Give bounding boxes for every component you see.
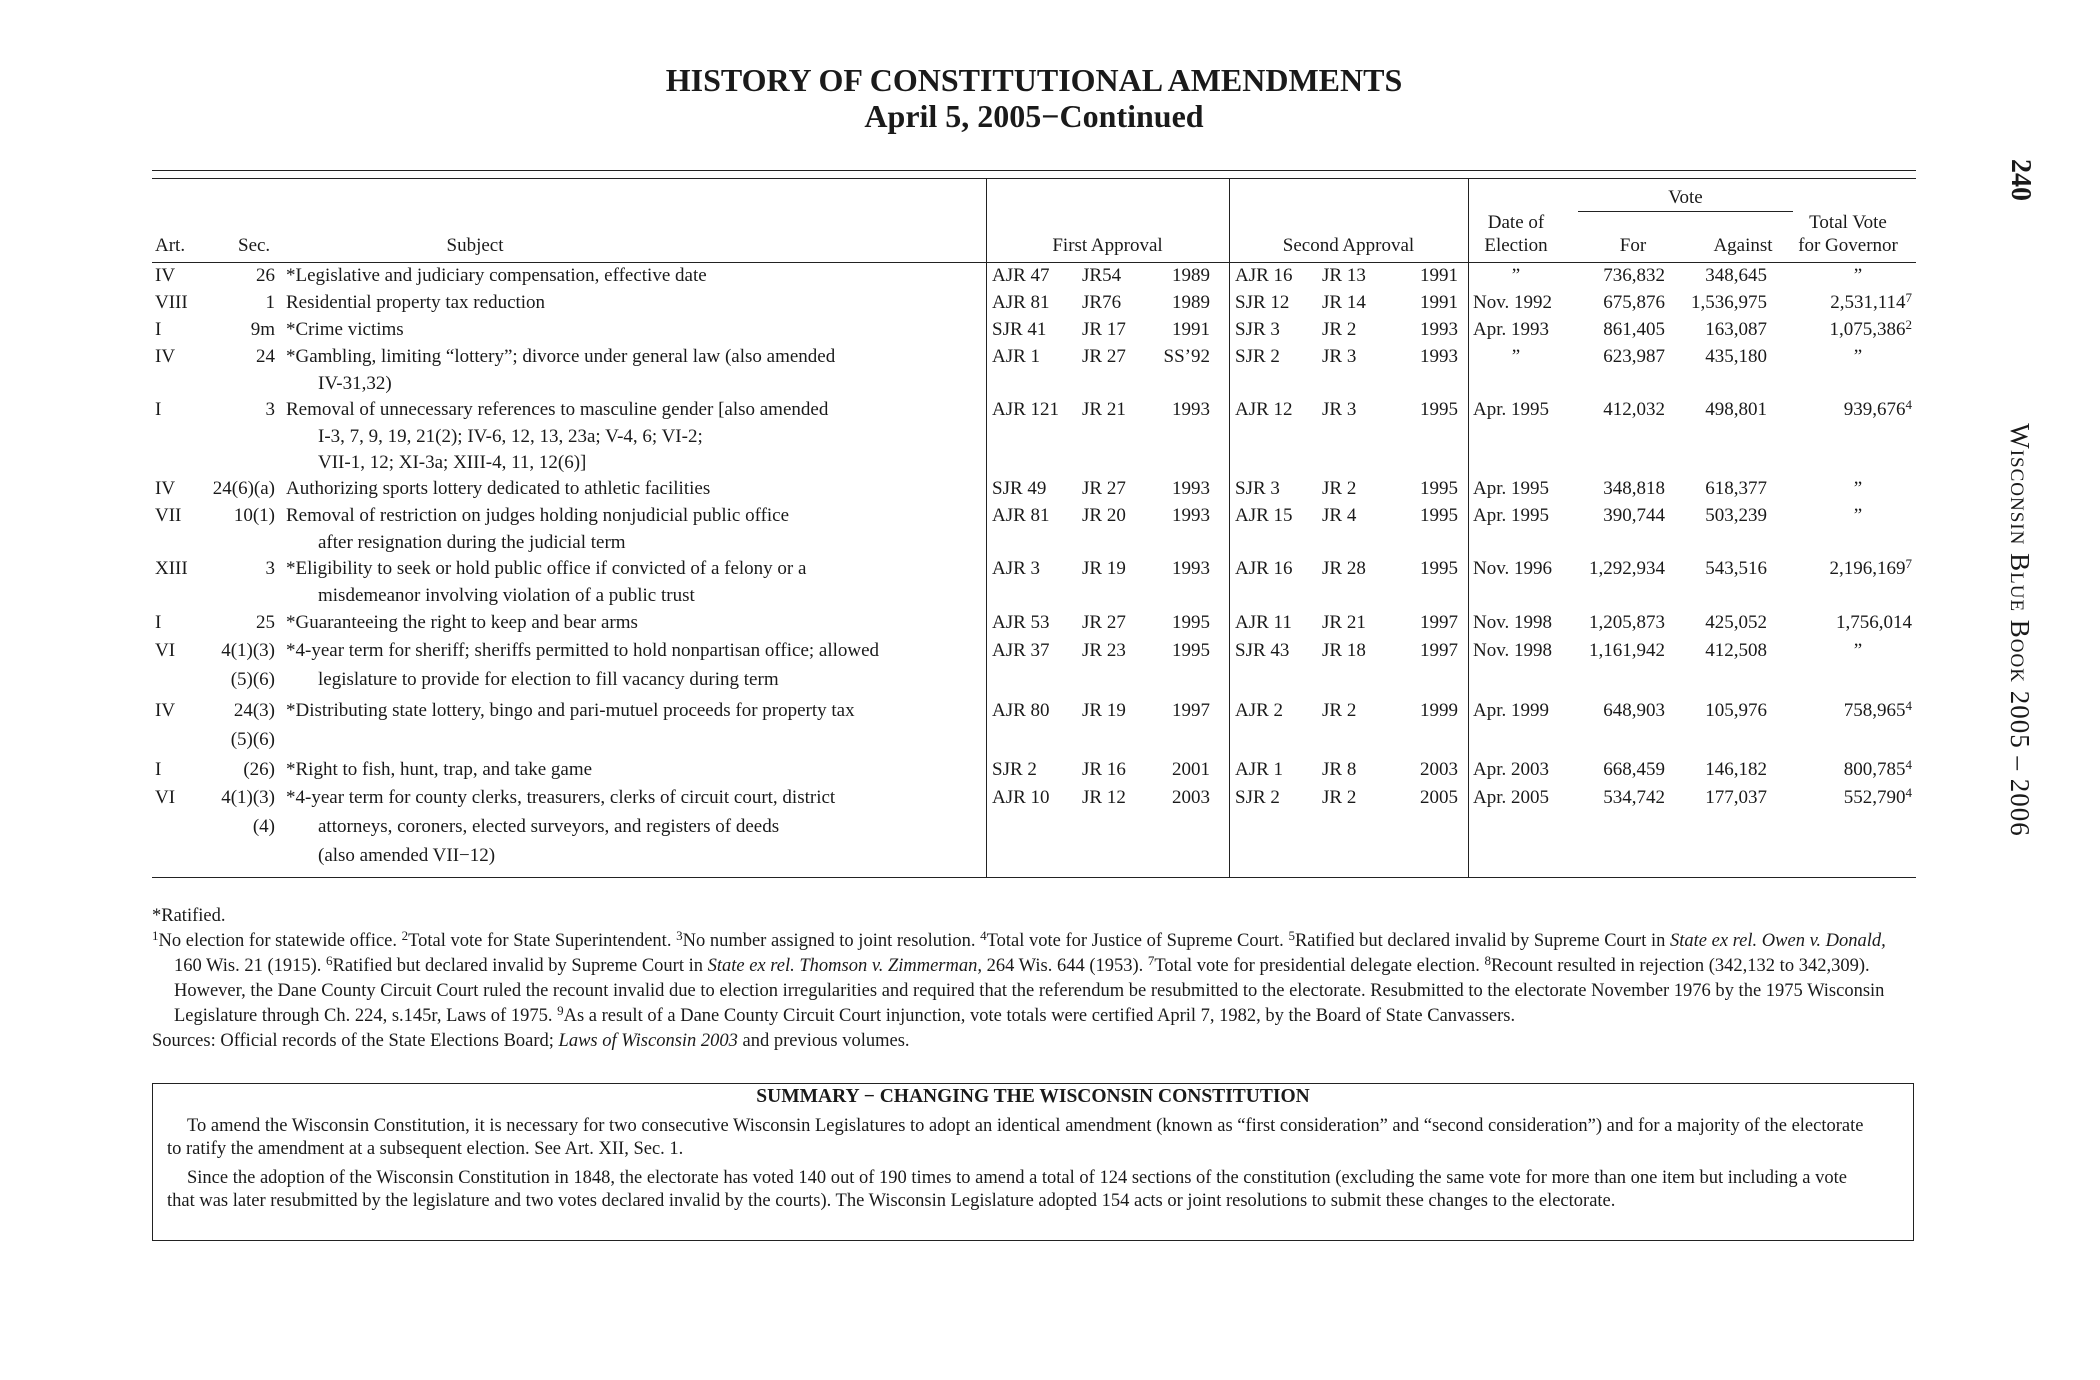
footnote-number: 3 [676, 928, 683, 943]
cell-subject: (also amended VII−12) [318, 845, 496, 867]
cell-fa-number: SJR 49 [992, 478, 1047, 499]
cell-subject: *Crime victims [286, 319, 404, 340]
cell-fa-year: 1993 [1172, 478, 1210, 499]
header-for: For [1619, 235, 1647, 256]
cell-fa-jr: JR 17 [1082, 319, 1126, 340]
title-line: HISTORY OF CONSTITUTIONAL AMENDMENTS [665, 62, 1403, 98]
cell-against: 163,087 [1705, 319, 1767, 340]
cell-for: 668,459 [1603, 759, 1665, 780]
page-number: 240 [2005, 159, 2036, 201]
cell-sec: 26 [256, 265, 275, 286]
cell-subject: *Right to fish, hunt, trap, and take game [286, 759, 593, 780]
footnote-text: Total vote for presidential delegate election. [1154, 956, 1485, 976]
header-date-of: Date of [1487, 212, 1545, 233]
cell-sa-jr: JR 4 [1322, 505, 1357, 526]
cell-fa-jr: JR 12 [1082, 787, 1126, 808]
vote-group-rule [1578, 211, 1793, 212]
cell-sa-year: 1995 [1420, 558, 1458, 579]
footnote-case-name: State ex rel. Owen v. Donald, [1670, 931, 1886, 951]
cell-subject: attorneys, coroners, elected surveyors, and registers of deeds [318, 816, 780, 838]
cell-fa-number: AJR 80 [992, 700, 1050, 721]
cell-fa-jr: JR76 [1082, 292, 1122, 313]
cell-sa-number: SJR 43 [1235, 640, 1290, 661]
cell-sec: (5)(6) [230, 729, 275, 751]
cell-against: 146,182 [1705, 759, 1767, 780]
cell-subject: Authorizing sports lottery dedicated to athletic facilities [286, 478, 711, 499]
cell-subject: *Guaranteeing the right to keep and bear arms [286, 612, 638, 633]
cell-subject: Removal of unnecessary references to masculine gender [also amended [286, 399, 829, 420]
cell-sec: 10(1) [233, 505, 275, 526]
cell-sec: (5)(6) [230, 669, 275, 691]
cell-art: IV [155, 346, 176, 367]
table-top-rule-2 [152, 178, 1916, 179]
cell-total-vote: ” [1853, 505, 1863, 526]
cell-for: 348,818 [1603, 478, 1665, 499]
cell-sec: 9m [250, 319, 275, 340]
table-top-rule [152, 170, 1916, 171]
cell-subject: Removal of restriction on judges holding nonjudicial public office [286, 505, 790, 526]
cell-art: VIII [155, 292, 188, 313]
footnote-text: Recount resulted in rejection (342,132 to 342,309). However, the Dane County Circuit Court ruled the recount invalid due to election irregularities and required that the referendum be resubmitted to the electorate. Resubmitted to the electorate November 1976 by the 1975 Wisconsin Legislature through Ch. 224, s.145r, Laws of 1975. [174, 956, 1885, 1026]
cell-total-vote: ” [1853, 640, 1863, 661]
footnote-text: As a result of a Dane County Circuit Court injunction, vote totals were certified April 7, 1982, by the Board of State Canvassers. [563, 1006, 1516, 1026]
cell-total-vote: ” [1853, 265, 1863, 286]
cell-date: Apr. 1995 [1473, 399, 1549, 420]
header-for-governor: for Governor [1798, 235, 1898, 256]
cell-fa-jr: JR 19 [1082, 558, 1126, 579]
cell-sa-jr: JR 21 [1322, 612, 1366, 633]
header-art: Art. [155, 235, 186, 256]
cell-sa-year: 1995 [1420, 399, 1458, 420]
cell-for: 1,292,934 [1589, 558, 1665, 579]
cell-against: 543,516 [1705, 558, 1767, 579]
cell-for: 390,744 [1603, 505, 1665, 526]
cell-against: 412,508 [1705, 640, 1767, 661]
cell-for: 1,205,873 [1589, 612, 1665, 633]
cell-sa-number: AJR 12 [1235, 399, 1293, 420]
cell-sa-jr: JR 14 [1322, 292, 1366, 313]
cell-sa-year: 1991 [1420, 265, 1458, 286]
cell-total-vote: ” [1853, 478, 1863, 499]
cell-subject: IV-31,32) [318, 372, 392, 394]
cell-sec: 24(6)(a) [212, 478, 275, 499]
cell-fa-number: AJR 121 [992, 399, 1060, 420]
footnote-text: No number assigned to joint resolution. [682, 931, 981, 951]
cell-art: I [155, 759, 162, 780]
cell-sa-year: 1993 [1420, 346, 1458, 367]
sources-suffix: and previous volumes. [737, 1031, 910, 1051]
summary-paragraph-2: Since the adoption of the Wisconsin Constitution in 1848, the electorate has voted 140 out of 190 times to amend a total of 124 sections of the constitution (excluding the same vote for more than one item but including a vote that was later resubmitted by the legislature and two votes declared invalid by the courts). The Wisconsin Legislature adopted 154 acts or joint resolutions to submit these changes to the electorate. [167, 1168, 1847, 1211]
cell-fa-year: 1993 [1172, 558, 1210, 579]
cell-fa-year: 2001 [1172, 759, 1210, 780]
sources-italic: Laws of Wisconsin 2003 [558, 1031, 738, 1051]
cell-sa-year: 2003 [1420, 759, 1458, 780]
cell-date: Nov. 1998 [1473, 612, 1552, 633]
cell-sa-number: SJR 2 [1235, 346, 1280, 367]
cell-total-vote: 939,676$^4$ [1843, 397, 1912, 420]
cell-for: 1,161,942 [1589, 640, 1665, 661]
cell-art: IV [155, 478, 176, 499]
cell-sa-number: AJR 15 [1235, 505, 1293, 526]
footnote-marker: 4 [1905, 785, 1912, 800]
cell-against: 618,377 [1705, 478, 1767, 499]
summary-box [152, 1083, 1914, 1241]
cell-sa-year: 1991 [1420, 292, 1458, 313]
cell-art: IV [155, 700, 176, 721]
cell-sa-jr: JR 2 [1322, 787, 1357, 808]
cell-subject: *Distributing state lottery, bingo and pari-mutuel proceeds for property tax [286, 700, 855, 721]
cell-art: I [155, 319, 162, 340]
cell-sa-jr: JR 3 [1322, 346, 1357, 367]
cell-sa-year: 1993 [1420, 319, 1458, 340]
cell-fa-jr: JR 16 [1082, 759, 1126, 780]
cell-subject: legislature to provide for election to fill vacancy during term [318, 669, 779, 691]
cell-fa-number: AJR 81 [992, 292, 1050, 313]
cell-sa-number: SJR 3 [1235, 478, 1280, 499]
footnote-number: 7 [1147, 953, 1155, 968]
cell-fa-year: 1997 [1172, 700, 1210, 721]
cell-total-vote: 800,785$^4$ [1843, 757, 1912, 780]
cell-against: 498,801 [1705, 399, 1767, 420]
cell-fa-jr: JR 20 [1082, 505, 1126, 526]
table-bottom-rule [152, 877, 1916, 878]
cell-for: 861,405 [1603, 319, 1665, 340]
cell-subject: I-3, 7, 9, 19, 21(2); IV-6, 12, 13, 23a; V-4, 6; VI-2; [318, 425, 703, 447]
cell-sec: 1 [265, 292, 275, 313]
column-divider-first-approval [986, 178, 987, 877]
footnote-marker: 4 [1905, 397, 1912, 412]
cell-for: 675,876 [1603, 292, 1665, 313]
cell-art: I [155, 399, 162, 420]
cell-fa-number: AJR 81 [992, 505, 1050, 526]
header-against: Against [1713, 235, 1773, 256]
cell-subject: *4-year term for county clerks, treasurers, clerks of circuit court, district [286, 787, 836, 808]
cell-date: ” [1511, 346, 1521, 367]
cell-fa-jr: JR 19 [1082, 700, 1126, 721]
cell-subject: *Legislative and judiciary compensation, effective date [286, 265, 707, 286]
cell-fa-year: 1989 [1172, 292, 1210, 313]
cell-sec: 3 [265, 399, 275, 420]
cell-fa-year: 1993 [1172, 399, 1210, 420]
cell-fa-jr: JR 23 [1082, 640, 1126, 661]
cell-art: IV [155, 265, 176, 286]
cell-sa-year: 2005 [1420, 787, 1458, 808]
cell-art: I [155, 612, 162, 633]
cell-fa-number: SJR 41 [992, 319, 1047, 340]
cell-date: Apr. 1993 [1473, 319, 1549, 340]
column-divider-second-approval [1229, 178, 1230, 877]
cell-against: 1,536,975 [1691, 292, 1767, 313]
cell-sa-jr: JR 28 [1322, 558, 1366, 579]
cell-sa-year: 1997 [1420, 612, 1458, 633]
cell-fa-number: AJR 1 [992, 346, 1041, 367]
cell-date: Nov. 1992 [1473, 292, 1552, 313]
cell-fa-number: AJR 10 [992, 787, 1050, 808]
cell-subject: after resignation during the judicial term [318, 531, 626, 553]
cell-sec: (4) [252, 816, 275, 838]
cell-date: Apr. 2003 [1473, 759, 1549, 780]
cell-art: VII [155, 505, 182, 526]
cell-fa-year: 1995 [1172, 640, 1210, 661]
cell-sa-jr: JR 2 [1322, 478, 1357, 499]
cell-fa-year: 1995 [1172, 612, 1210, 633]
header-subject: Subject [446, 235, 504, 256]
cell-against: 348,645 [1705, 265, 1767, 286]
footnote-text: No election for statewide office. [158, 931, 402, 951]
cell-sec: 4(1)(3) [221, 787, 275, 808]
cell-against: 435,180 [1705, 346, 1767, 367]
cell-fa-jr: JR 27 [1082, 478, 1126, 499]
cell-against: 177,037 [1705, 787, 1767, 808]
cell-sa-jr: JR 18 [1322, 640, 1366, 661]
ratified-note: *Ratified. [152, 906, 226, 926]
subtitle-line: April 5, 2005−Continued [864, 98, 1204, 134]
sources-note [152, 1029, 1916, 1054]
header-second-approval: Second Approval [1282, 235, 1415, 256]
footnote-number: 2 [401, 928, 409, 943]
cell-sa-number: SJR 2 [1235, 787, 1280, 808]
cell-total-vote: ” [1853, 346, 1863, 367]
cell-total-vote: 1,075,386$^2$ [1829, 317, 1912, 340]
cell-for: 648,903 [1603, 700, 1665, 721]
cell-sa-number: AJR 16 [1235, 558, 1293, 579]
footnote-number: 5 [1288, 928, 1295, 943]
cell-sa-number: AJR 11 [1235, 612, 1292, 633]
cell-subject: *Gambling, limiting “lottery”; divorce under general law (also amended [286, 346, 836, 367]
running-head-text: Wisconsin Blue Book 2005 – 2006 [2005, 423, 2035, 837]
cell-sa-year: 1995 [1420, 505, 1458, 526]
cell-total-vote: 1,756,014 [1836, 612, 1912, 633]
cell-date: Apr. 2005 [1473, 787, 1549, 808]
cell-for: 412,032 [1603, 399, 1665, 420]
footnote-marker: 4 [1905, 698, 1912, 713]
cell-total-vote: 552,790$^4$ [1843, 785, 1912, 808]
cell-date: Nov. 1998 [1473, 640, 1552, 661]
cell-sa-number: AJR 16 [1235, 265, 1293, 286]
cell-sa-number: SJR 12 [1235, 292, 1290, 313]
cell-sa-year: 1995 [1420, 478, 1458, 499]
header-vote: Vote [1668, 187, 1703, 208]
cell-date: Apr. 1995 [1473, 478, 1549, 499]
cell-subject: *4-year term for sheriff; sheriffs permitted to hold nonpartisan office; allowed [286, 640, 880, 661]
cell-against: 425,052 [1705, 612, 1767, 633]
cell-sa-jr: JR 2 [1322, 319, 1357, 340]
cell-fa-number: SJR 2 [992, 759, 1037, 780]
cell-fa-jr: JR 27 [1082, 612, 1126, 633]
cell-for: 534,742 [1603, 787, 1665, 808]
cell-subject: VII-1, 12; XI-3a; XIII-4, 11, 12(6)] [318, 452, 587, 473]
cell-date: ” [1511, 265, 1521, 286]
cell-fa-year: 1991 [1172, 319, 1210, 340]
footnote-number: 6 [326, 953, 333, 968]
cell-art: VI [155, 787, 176, 808]
cell-art: XIII [155, 558, 188, 579]
cell-sec: (26) [243, 759, 275, 780]
footnote-text: Total vote for State Superintendent. [408, 931, 677, 951]
cell-date: Apr. 1999 [1473, 700, 1549, 721]
cell-fa-year: 2003 [1172, 787, 1210, 808]
header-election: Election [1484, 235, 1548, 256]
cell-fa-year: 1993 [1172, 505, 1210, 526]
cell-sa-jr: JR 2 [1322, 700, 1357, 721]
cell-art: VI [155, 640, 176, 661]
cell-date: Apr. 1995 [1473, 505, 1549, 526]
cell-sec: 24(3) [233, 700, 275, 721]
header-sec: Sec. [238, 235, 271, 256]
cell-for: 623,987 [1603, 346, 1665, 367]
footnote-marker: 4 [1905, 757, 1912, 772]
cell-fa-year: SS’92 [1163, 346, 1210, 367]
footnote-text: Total vote for Justice of Supreme Court. [986, 931, 1289, 951]
footnote-text: Ratified but declared invalid by Supreme Court in [332, 956, 708, 976]
cell-sa-jr: JR 8 [1322, 759, 1357, 780]
cell-sa-jr: JR 13 [1322, 265, 1366, 286]
cell-fa-jr: JR 21 [1082, 399, 1126, 420]
cell-against: 503,239 [1705, 505, 1767, 526]
cell-against: 105,976 [1705, 700, 1767, 721]
footnotes [152, 929, 1916, 1029]
cell-fa-number: AJR 3 [992, 558, 1041, 579]
cell-fa-year: 1989 [1172, 265, 1210, 286]
cell-total-vote: 2,196,169$^7$ [1829, 556, 1912, 579]
cell-fa-number: AJR 37 [992, 640, 1050, 661]
cell-sa-number: AJR 1 [1235, 759, 1284, 780]
cell-sa-number: SJR 3 [1235, 319, 1280, 340]
footnote-number: 9 [557, 1003, 564, 1018]
cell-total-vote: 2,531,114$^7$ [1830, 290, 1912, 313]
footnote-number: 8 [1484, 953, 1491, 968]
header-first-approval: First Approval [1052, 235, 1163, 256]
footnote-marker: 2 [1905, 317, 1912, 332]
cell-date: Nov. 1996 [1473, 558, 1552, 579]
cell-fa-jr: JR54 [1082, 265, 1122, 286]
cell-total-vote: 758,965$^4$ [1843, 698, 1912, 721]
footnote-text: 160 Wis. 21 (1915). [174, 956, 327, 976]
footnote-marker: 7 [1905, 290, 1912, 305]
footnote-case-name: State ex rel. Thomson v. Zimmerman, [707, 956, 982, 976]
table-notes [152, 904, 1916, 1054]
cell-subject: *Eligibility to seek or hold public office if convicted of a felony or a [286, 558, 807, 579]
footnote-number: 1 [152, 928, 159, 943]
cell-subject: Residential property tax reduction [286, 292, 546, 313]
cell-sa-number: AJR 2 [1235, 700, 1284, 721]
sources-prefix: Sources: Official records of the State Elections Board; [152, 1031, 559, 1051]
header-total-vote: Total Vote [1809, 212, 1887, 233]
footnote-marker: 7 [1905, 556, 1912, 571]
summary-paragraph-1: To amend the Wisconsin Constitution, it is necessary for two consecutive Wisconsin Legislatures to adopt an identical amendment (known as “first consideration” and “second consideration”) and for a majority of the electorate to ratify the amendment at a subsequent election. See Art. XII, Sec. 1. [167, 1116, 1864, 1159]
cell-sec: 25 [256, 612, 275, 633]
summary-title: SUMMARY − CHANGING THE WISCONSIN CONSTITUTION [756, 1086, 1310, 1107]
footnote-number: 4 [980, 928, 987, 943]
cell-fa-number: AJR 53 [992, 612, 1050, 633]
cell-sec: 24 [256, 346, 275, 367]
cell-subject: misdemeanor involving violation of a public trust [318, 584, 695, 606]
cell-fa-number: AJR 47 [992, 265, 1050, 286]
cell-sa-year: 1997 [1420, 640, 1458, 661]
page-title [152, 62, 1916, 134]
cell-sec: 4(1)(3) [221, 640, 275, 661]
cell-sec: 3 [265, 558, 275, 579]
footnote-text: 264 Wis. 644 (1953). [982, 956, 1148, 976]
cell-for: 736,832 [1603, 265, 1665, 286]
cell-sa-jr: JR 3 [1322, 399, 1357, 420]
footnote-text: Ratified but declared invalid by Supreme Court in [1294, 931, 1670, 951]
cell-sa-year: 1999 [1420, 700, 1458, 721]
cell-fa-jr: JR 27 [1082, 346, 1126, 367]
